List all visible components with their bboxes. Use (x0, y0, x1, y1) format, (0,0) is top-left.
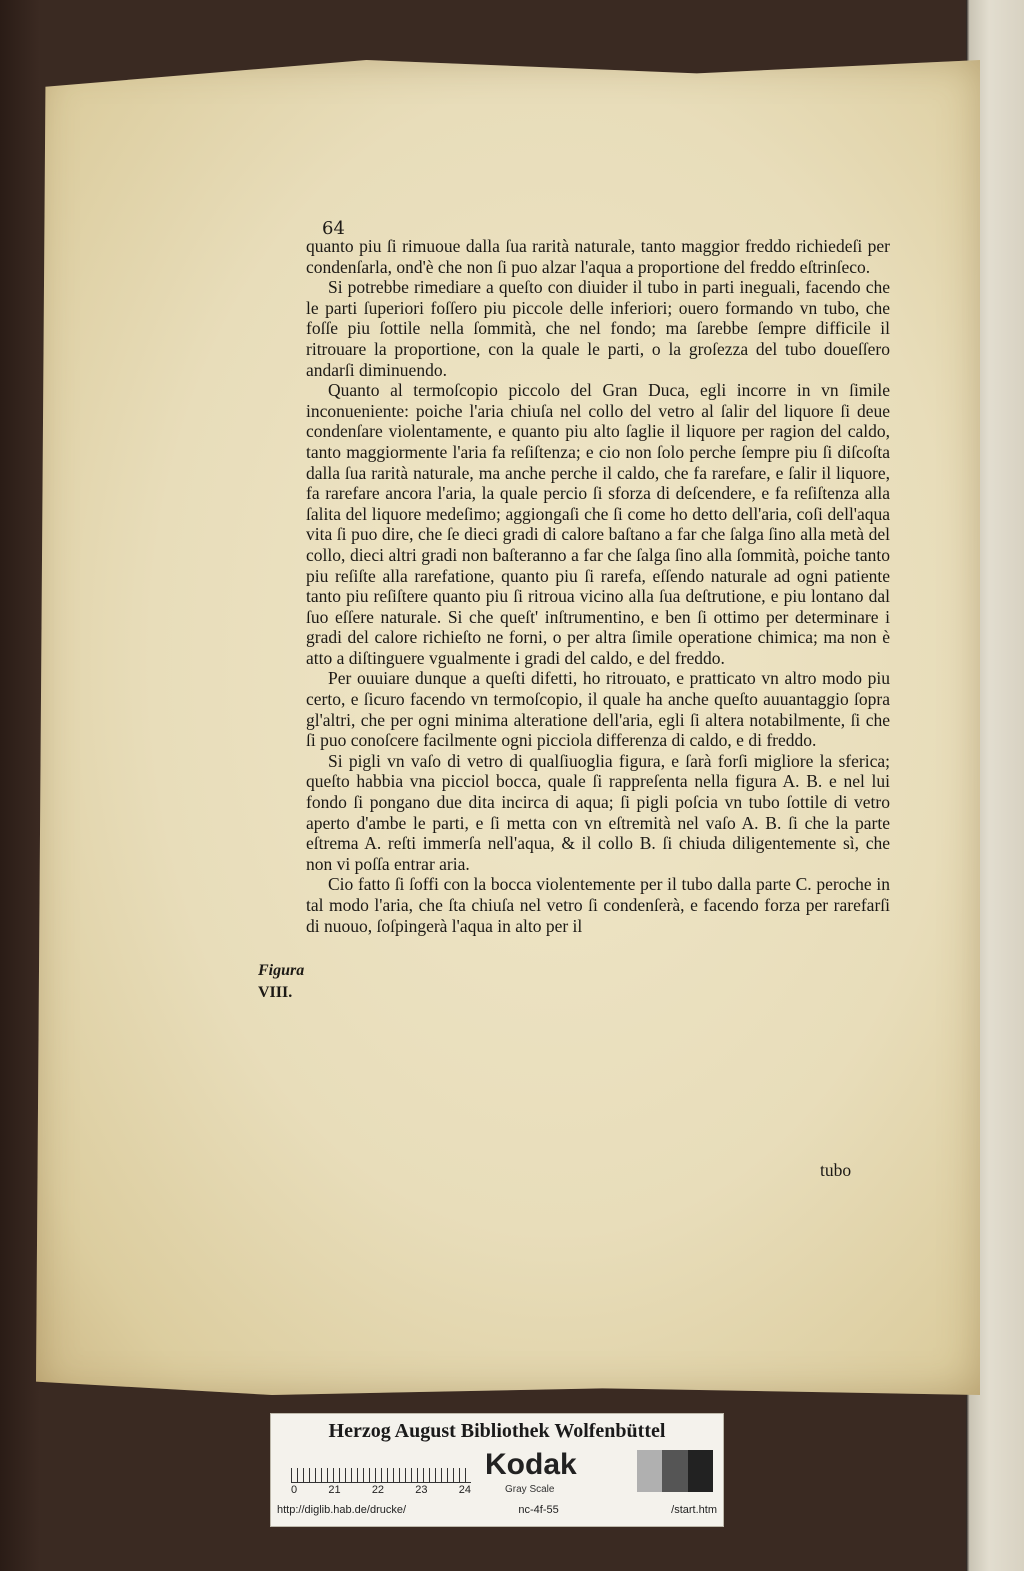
library-title: Herzog August Bibliothek Wolfenbüttel (328, 1420, 666, 1442)
paragraph-4: Per ouuiare dunque a queſti difetti, ho ritrouato, e pratticato vn altro modo piu certo, e ſicuro facendo vn termoſcopio, il quale ha anche queſto auuantaggio ſopra gl'altri, che per ogni minima alteratione dell'aria, egli ſi altera notabilmente, ſi che ſi puo conoſcere facilmente ogni picciola differenza di caldo, e di freddo. (306, 668, 890, 751)
ruler-number: 22 (371, 1484, 385, 1496)
catchword: tubo (820, 1160, 852, 1180)
url-right: /start.htm (671, 1504, 717, 1516)
ruler-scale (291, 1452, 471, 1483)
gray-scale-caption: Gray Scale (505, 1484, 555, 1495)
margin-note-numeral: VIII. (258, 984, 293, 1001)
gray-swatch (637, 1450, 662, 1492)
ruler-number: 21 (328, 1484, 341, 1496)
paragraph-1: quanto piu ſi rimuoue dalla ſua rarità naturale, tanto maggior freddo richiedeſi per condenſarla, ond'è che non ſi puo alzar l'aqua a proportione del freddo eſtrinſeco. (306, 236, 890, 277)
paragraph-6: Cio fatto ſi ſoffi con la bocca violentemente per il tubo dalla parte C. peroche in tal modo l'aria, che ſta chiuſa nel vetro ſi condenſerà, e facendo forza per rarefarſi di nuouo, ſoſpingerà l'aqua in alto per il (306, 874, 890, 936)
shelfmark: nc-4f-55 (518, 1504, 559, 1516)
ruler-number: 23 (415, 1484, 428, 1496)
label-footer (277, 1504, 717, 1516)
gray-swatch (688, 1450, 713, 1492)
library-label-card (270, 1413, 724, 1527)
paragraph-3: Quanto al termoſcopio piccolo del Gran Duca, egli incorre in vn ſimile inconueniente: poiche l'aria chiuſa nel collo del vetro al ſalir del liquore ſi deue condenſare violentamente, e quanto piu alto ſaglie il liquore per ragion del caldo, tanto maggiormente l'aria fa reſiſtenza; e cio non ſolo perche ſempre piu ſi diſcoſta dalla ſua rarità naturale, ma anche perche il caldo, che fa rarefare, e ſalir il liquore, fa rarefare ancora l'aria, la quale percio ſi sforza di deſcendere, e fa reſiſtenza alla ſalita del liquore medeſimo; aggiongaſi che ſi come ho detto dell'aria, coſi dell'aqua vita ſi puo dire, che ſe dieci gradi di calore baſtano a far che ſalga ſino alla metà del collo, dieci altri gradi non baſteranno a far che ſalga ſino alla ſommità, poiche tanto piu reſiſte alla rarefatione, quanto piu ſi rarefa, eſſendo naturale ad ogni patiente tanto piu reſiſtere quanto piu ſi ritroua vicino alla ſua deſtrutione, e piu lontano dal ſuo eſſere naturale. Si che queſt' inſtrumentino, e ben ſi ottimo per determinare i gradi del calore richieſto ne forni, o per altra ſimile operatione chimica; ma non è atto a diſtinguere vgualmente i gradi del caldo, e del freddo. (306, 380, 890, 668)
ruler-number: 24 (458, 1484, 471, 1496)
url-left: http://diglib.hab.de/drucke/ (277, 1504, 407, 1516)
ruler-number: 0 (291, 1484, 298, 1496)
margin-note-label: Figura (258, 962, 305, 979)
background-left-edge (0, 0, 40, 1571)
kodak-brand: Kodak (485, 1448, 577, 1481)
ruler-numbers (291, 1484, 471, 1496)
paragraph-5: Si pigli vn vaſo di vetro di qualſiuoglia figura, e ſarà forſi migliore la sferica; queſto habbia vna picciol bocca, quale ſi rappreſenta nella figura A. B. e nel lui fondo ſi pongano due dita incirca di aqua; ſi pigli poſcia vn tubo ſottile di vetro aperto d'ambe le parti, e ſi metta con vn eſtremità nel vaſo A. B. ſi che la parte eſtrema A. reſti immerſa nell'aqua, & il collo B. ſi chiuda diligentemente sì, che non vi poſſa entrar aria. (306, 750, 890, 874)
gray-scale-bar (637, 1450, 713, 1492)
paragraph-2: Si potrebbe rimediare a queſto con diuider il tubo in parti ineguali, facendo che le parti ſuperiori foſſero piu piccole delle inferiori; ouero formando vn tubo, che foſſe piu ſottile nella ſommità, che nel fondo; ma ſarebbe ſempre difficile il ritrouare la proportione, con la quale le parti, o la groſezza del tubo doueſſero andarſi diminuendo. (306, 277, 890, 380)
body-text (306, 236, 890, 936)
margin-note (258, 960, 304, 1004)
page-number: 64 (322, 218, 345, 239)
gray-swatch (662, 1450, 687, 1492)
